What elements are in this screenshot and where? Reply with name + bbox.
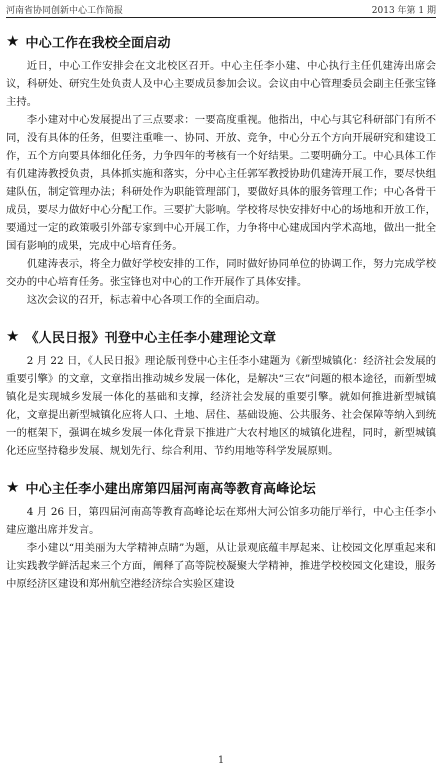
section-heading — [6, 327, 436, 346]
publication-title: 河南省协同创新中心工作简报 — [6, 6, 124, 16]
section-heading — [6, 478, 436, 497]
paragraph: 李小建以“用美丽为大学精神点睛”为题，从让景观底蕴丰厚起来、让校园文化厚重起来和让实践教学鲜活起来三个方面，阐释了高等院校凝聚大学精神，推进学校校园文化建设，服务中原经济区建设和郑州航空港经济综合实验区建设 — [6, 542, 436, 590]
section-center-launch — [6, 32, 436, 309]
page-header — [6, 2, 436, 18]
paragraph: 李小建对中心发展提出了三点要求：一要高度重视。他指出，中心与其它科研部门有所不同，没有具体的任务，但要注重唯一、协同、开放、竞争，中心分五个方向开展研究和建设工作，五个方向要具体细化任务，力争四年的考核有一个好结果。二要明确分工。中心具体工作有仉建涛教授负责，具体抓实施和落实，分中心主任郭军教授协助仉建涛开展工作，要尽快组建队伍，制定管理办法；科研处作为职能管理部门，要做好具体的服务管理工作；中心各骨干成员，要尽力做好中心分配工作。三要扩大影响。学校将尽快安排好中心的场地和开放工作，要通过一定的政策吸引外部专家到中心开展工作，力争将中心建成国内学术高地，做出一批全国有影响的成果，完成中心培育任务。 — [6, 114, 436, 252]
paragraph: 2 月 22 日，《人民日报》理论版刊登中心主任李小建题为《新型城镇化：经济社会发展的重要引擎》的文章，文章指出推动城乡发展一体化，是解决“三农”问题的根本途径，而新型城镇化是实现城乡发展一体化的基础和支撑，经济社会发展的重要引擎。就如何推进新型城镇化，文章提出新型城镇化应将人口、土地、居住、基础设施、公共服务、社会保障等纳入到统一的框架下，强调在城乡发展一体化背景下推进广大农村地区的城镇化进程，同时，新型城镇化还应坚持稳步发展、规划先行、综合利用、节约用地等科学发展原则。 — [6, 355, 436, 457]
section-title: 《人民日报》刊登中心主任李小建理论文章 — [25, 331, 277, 346]
document-body — [6, 22, 436, 752]
star-icon: ★ — [6, 32, 20, 50]
section-title: 中心工作在我校全面启动 — [25, 36, 171, 51]
star-icon: ★ — [6, 478, 20, 496]
section-heading — [6, 32, 436, 51]
page-number: 1 — [217, 755, 225, 766]
star-icon: ★ — [6, 327, 20, 345]
issue-number: 2013 年第 1 期 — [371, 6, 436, 16]
section-peoples-daily — [6, 327, 436, 460]
paragraph: 仉建涛表示，将全力做好学校安排的工作，同时做好协同单位的协调工作，努力完成学校交办的中心培育任务。张宝锋也对中心的工作开展作了具体安排。 — [6, 258, 436, 288]
paragraph: 近日，中心工作安排会在文北校区召开。中心主任李小建、中心执行主任仉建涛出席会议，科研处、研究生处负责人及中心主要成员参加会议。会议由中心管理委员会副主任张宝锋主持。 — [6, 60, 436, 108]
section-higher-education-forum — [6, 478, 436, 593]
paragraph: 这次会议的召开，标志着中心各项工作的全面启动。 — [26, 294, 266, 306]
section-title: 中心主任李小建出席第四届河南高等教育高峰论坛 — [25, 482, 316, 497]
paragraph: 4 月 26 日，第四届河南高等教育高峰论坛在郑州大河公馆多功能厅举行，中心主任李小建应邀出席并发言。 — [6, 506, 436, 536]
